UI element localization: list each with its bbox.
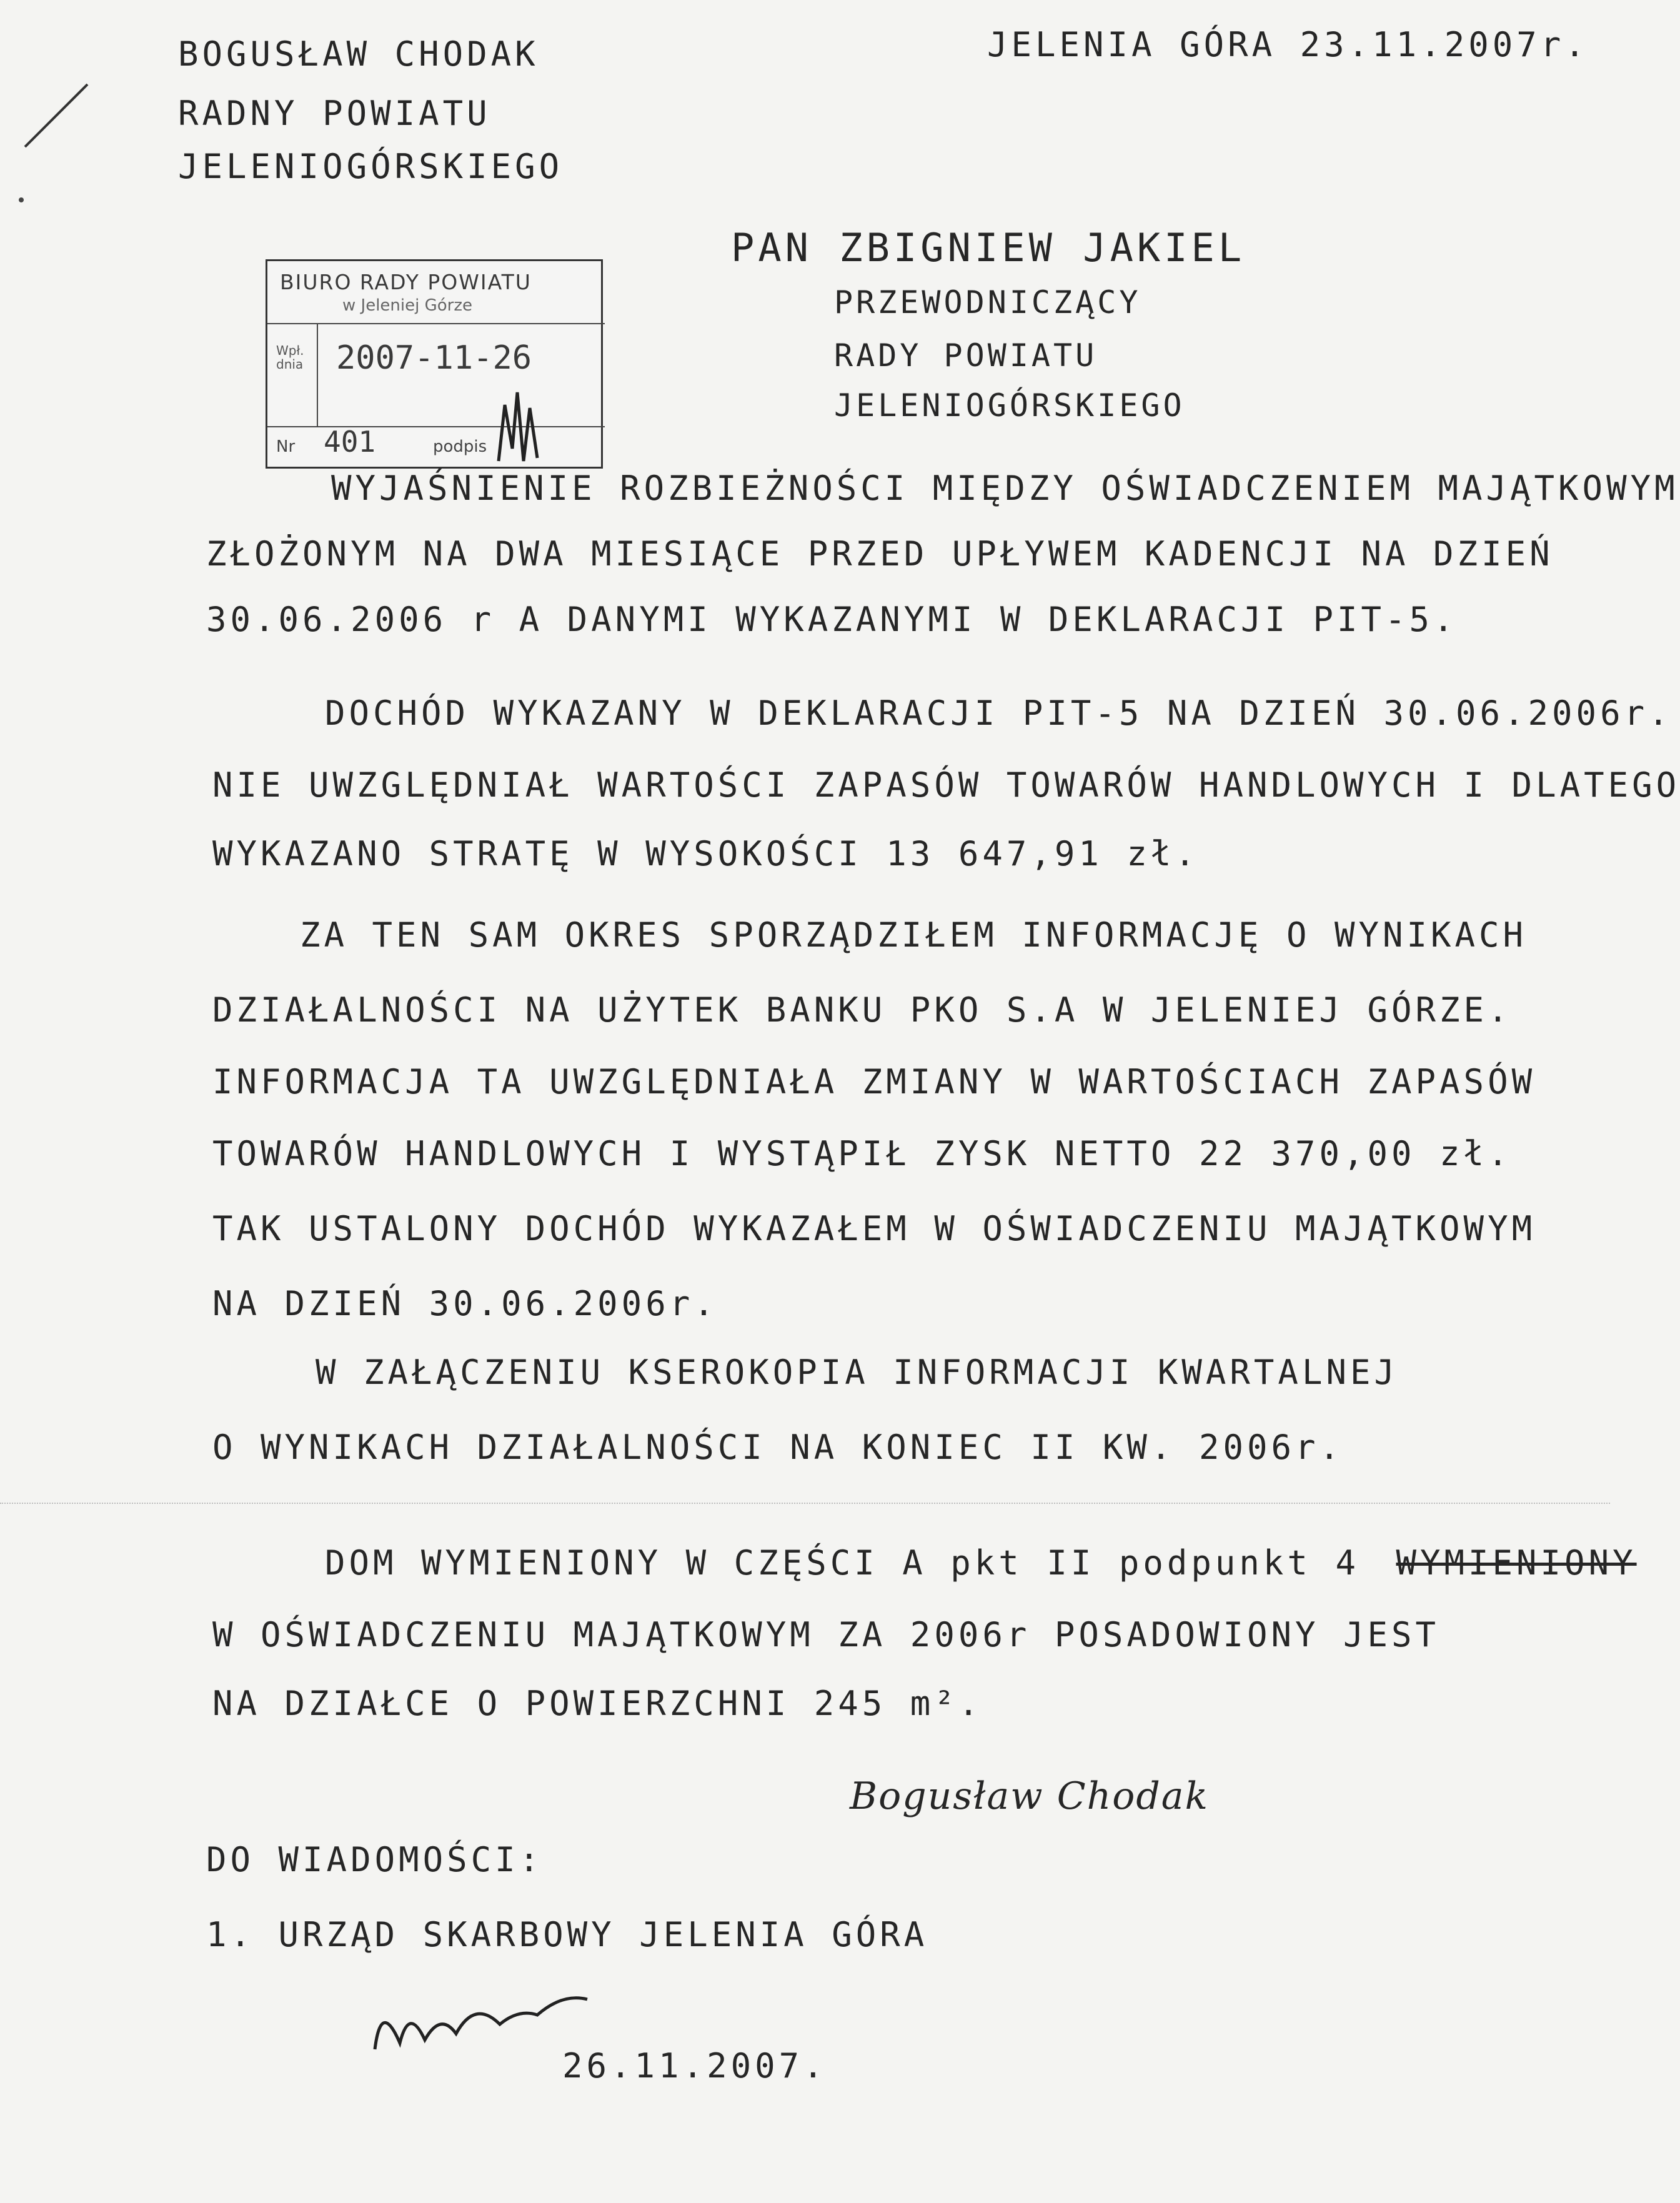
cc-label: DO WIADOMOŚCI: (206, 1840, 544, 1879)
para1-line-1: DOCHÓD WYKAZANY W DEKLARACJI PIT-5 NA DZIEŃ 30.06.2006r. (325, 694, 1673, 733)
para2-line-2: DZIAŁALNOŚCI NA UŻYTEK BANKU PKO S.A W JELENIEJ GÓRZE. (212, 990, 1512, 1030)
para4-line-1-text: DOM WYMIENIONY W CZĘŚCI A pkt II podpunkt 4 (325, 1543, 1359, 1583)
stamp-signature-label: podpis (433, 437, 487, 456)
para4-line-1 (325, 1543, 1637, 1583)
addressee-council: RADY POWIATU (834, 337, 1098, 374)
addressee-county: JELENIOGÓRSKIEGO (834, 387, 1185, 424)
para2-line-1: ZA TEN SAM OKRES SPORZĄDZIŁEM INFORMACJĘ O WYNIKACH (300, 915, 1528, 955)
sender-role: RADNY POWIATU (178, 94, 491, 133)
subject-line-2: ZŁOŻONYM NA DWA MIESIĄCE PRZED UPŁYWEM KADENCJI NA DZIEŃ (206, 534, 1554, 574)
para2-line-3: INFORMACJA TA UWZGLĘDNIAŁA ZMIANY W WARTOŚCIACH ZAPASÓW (212, 1062, 1536, 1102)
stamp-city: w Jeleniej Górze (342, 296, 472, 315)
para4-line-2: W OŚWIADCZENIU MAJĄTKOWYM ZA 2006r POSADOWIONY JEST (212, 1615, 1440, 1654)
para2-line-6: NA DZIEŃ 30.06.2006r. (212, 1284, 718, 1323)
stamp-date-label: Wpł. dnia (276, 343, 304, 372)
addressee-role: PRZEWODNICZĄCY (834, 284, 1141, 321)
para4-line-3: NA DZIAŁCE O POWIERZCHNI 245 m². (212, 1684, 983, 1723)
stamp-initials-scribble (267, 261, 605, 470)
stamp-date: 2007-11-26 (336, 339, 532, 377)
subject-line-1: WYJAŚNIENIE ROZBIEŻNOŚCI MIĘDZY OŚWIADCZENIEM MAJĄTKOWYM (331, 469, 1679, 508)
para2-line-5: TAK USTALONY DOCHÓD WYKAZAŁEM W OŚWIADCZENIU MAJĄTKOWYM (212, 1209, 1536, 1248)
para3-line-1: W ZAŁĄCZENIU KSEROKOPIA INFORMACJI KWARTALNEJ (316, 1353, 1398, 1392)
para1-line-3: WYKAZANO STRATĘ W WYSOKOŚCI 13 647,91 zł. (212, 834, 1199, 873)
addressee-name: PAN ZBIGNIEW JAKIEL (731, 225, 1246, 271)
cc-item-1: 1. URZĄD SKARBOWY JELENIA GÓRA (206, 1915, 928, 1954)
stamp-nr-value: 401 (324, 425, 376, 459)
sender-county: JELENIOGÓRSKIEGO (178, 147, 564, 186)
para1-line-2: NIE UWZGLĘDNIAŁ WARTOŚCI ZAPASÓW TOWARÓW HANDLOWYCH I DLATEGO (212, 765, 1680, 805)
para4-struck-word: WYMIENIONY (1396, 1543, 1637, 1583)
author-signature: Bogusław Chodak (850, 1774, 1209, 1818)
para3-line-2: O WYNIKACH DZIAŁALNOŚCI NA KONIEC II KW. 2006r. (212, 1428, 1344, 1467)
sender-name: BOGUSŁAW CHODAK (178, 34, 539, 74)
subject-line-3: 30.06.2006 r A DANYMI WYKAZANYMI W DEKLARACJI PIT-5. (206, 600, 1458, 639)
stamp-office: BIURO RADY POWIATU (280, 270, 532, 294)
para2-line-4: TOWARÓW HANDLOWYCH I WYSTĄPIŁ ZYSK NETTO 22 370,00 zł. (212, 1134, 1512, 1173)
place-date: JELENIA GÓRA 23.11.2007r. (987, 25, 1589, 64)
received-stamp (266, 259, 603, 469)
stamp-nr-label: Nr (276, 437, 296, 456)
received-date: 26.11.2007. (562, 2046, 827, 2086)
fold-line (0, 1503, 1610, 1504)
